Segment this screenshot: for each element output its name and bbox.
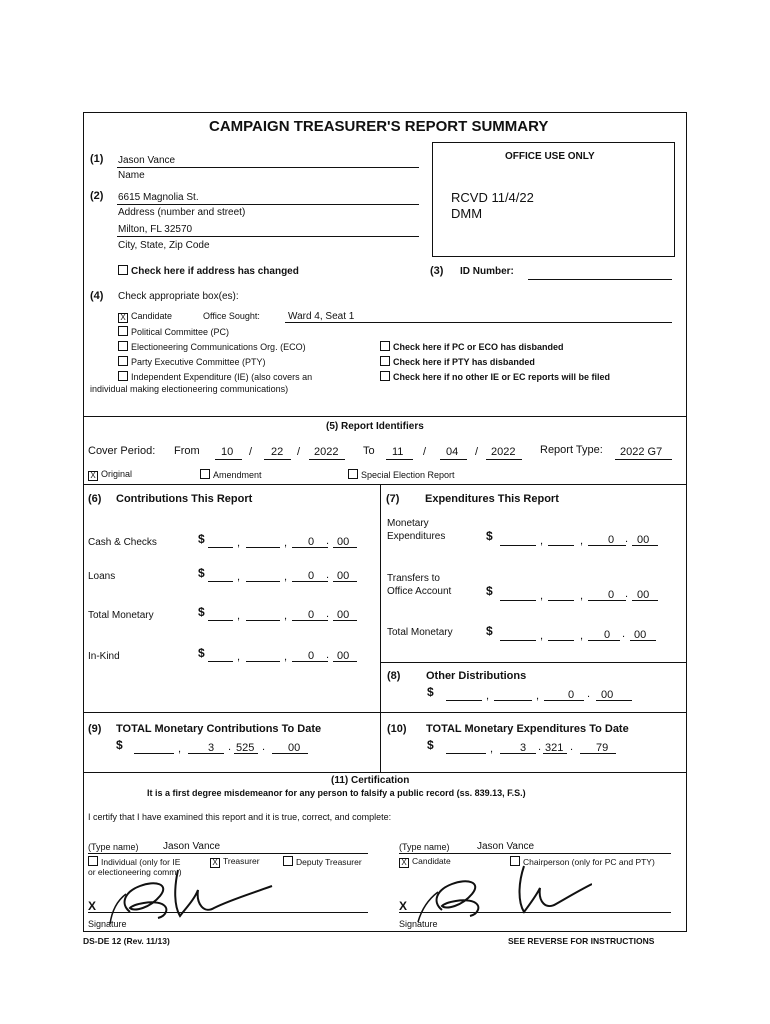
- exp-total-monetary-cents-underline: [630, 640, 656, 641]
- section9-header: TOTAL Monetary Contributions To Date: [116, 723, 322, 735]
- right-signature-label: Signature: [399, 919, 438, 929]
- section8-number: (8): [387, 670, 401, 682]
- loans-comma: ,: [237, 571, 241, 583]
- from-year-underline: [309, 459, 345, 460]
- left-type-name-underline: [88, 853, 368, 854]
- contrib-to-date-cents-underline: [272, 753, 308, 754]
- section4-label: Check appropriate box(es):: [118, 291, 239, 302]
- left-individual-label: Individual (only for IE: [101, 857, 181, 867]
- inkind-label: In-Kind: [88, 651, 120, 662]
- total-monetary-comma: ,: [237, 610, 241, 622]
- cash-value[interactable]: 0: [308, 536, 315, 548]
- exp-to-date-thousands[interactable]: 3: [520, 742, 527, 754]
- cash-dollar: $: [198, 532, 205, 546]
- loans-field-3: [292, 581, 328, 582]
- pc-row: [118, 326, 229, 337]
- column-divider: [380, 484, 381, 772]
- to-slash-2: /: [475, 446, 479, 458]
- other-distributions-comma: ,: [486, 690, 490, 702]
- monetary-expenditures-dollar: $: [486, 529, 493, 543]
- to-year-underline: [486, 459, 522, 460]
- to-year[interactable]: 2022: [491, 446, 516, 458]
- no-other-reports-label: Check here if no other IE or EC reports will be filed: [393, 372, 611, 382]
- other-distributions-dot: .: [587, 688, 591, 700]
- inkind-cents-underline: [333, 661, 357, 662]
- transfers-cents[interactable]: 00: [637, 589, 650, 601]
- to-label: To: [363, 445, 375, 457]
- section11-divider: [83, 772, 687, 773]
- left-signature-label: Signature: [88, 919, 127, 929]
- special-election-label: Special Election Report: [361, 470, 455, 480]
- section6-header: Contributions This Report: [116, 493, 253, 505]
- left-deputy-label: Deputy Treasurer: [296, 857, 362, 867]
- cash-cents[interactable]: 00: [337, 536, 350, 548]
- contrib-to-date-comma: ,: [178, 743, 182, 755]
- inkind-field-2[interactable]: [246, 661, 280, 662]
- inkind-dollar: $: [198, 646, 205, 660]
- monetary-expenditures-dot: .: [625, 533, 629, 545]
- loans-dollar: $: [198, 566, 205, 580]
- monetary-expenditures-field-1[interactable]: [500, 545, 536, 546]
- total-monetary-dollar: $: [198, 605, 205, 619]
- left-individual-label-continued: or electioneering comm.): [88, 867, 182, 877]
- inkind-field-3: [292, 661, 328, 662]
- exp-to-date-value[interactable]: 321: [545, 742, 564, 754]
- cash-field-1[interactable]: [208, 547, 233, 548]
- name-label: Name: [118, 170, 145, 181]
- section5-divider: [83, 416, 687, 417]
- left-individual-checkbox[interactable]: [88, 856, 98, 866]
- special-election-checkbox[interactable]: [348, 469, 358, 479]
- monetary-expenditures-field-3: [588, 545, 626, 546]
- monetary-expenditures-label-1: Monetary: [387, 518, 429, 529]
- from-label: From: [174, 445, 200, 457]
- other-distributions-field-1[interactable]: [446, 700, 482, 701]
- left-signature-drawing: [100, 860, 280, 930]
- city-label: City, State, Zip Code: [118, 240, 210, 251]
- section8-divider: [380, 662, 687, 663]
- section2-number: (2): [90, 190, 104, 202]
- exp-to-date-field-3: [543, 753, 567, 754]
- loans-cents-underline: [333, 581, 357, 582]
- address-changed-label: Check here if address has changed: [131, 266, 299, 277]
- ie-row: [118, 371, 312, 382]
- section4-number: (4): [90, 290, 104, 302]
- other-distributions-cents[interactable]: 00: [601, 689, 614, 701]
- office-use-received: RCVD 11/4/22: [451, 190, 534, 205]
- exp-total-monetary-field-3: [588, 640, 620, 641]
- exp-to-date-field-1[interactable]: [446, 753, 486, 754]
- eco-checkbox[interactable]: [118, 341, 128, 351]
- to-month-underline: [386, 459, 413, 460]
- transfers-label-1: Transfers to: [387, 573, 440, 584]
- amendment-label: Amendment: [213, 470, 262, 480]
- left-deputy-checkbox[interactable]: [283, 856, 293, 866]
- contrib-to-date-dot: .: [228, 741, 232, 753]
- to-slash-1: /: [423, 446, 427, 458]
- office-sought-value[interactable]: Ward 4, Seat 1: [288, 311, 355, 322]
- section1-number: (1): [90, 153, 104, 165]
- section7-number: (7): [386, 493, 400, 505]
- certification-warning: It is a first degree misdemeanor for any person to falsify a public record (ss. 839.13, F.S.): [147, 788, 526, 798]
- total-monetary-value[interactable]: 0: [308, 609, 315, 621]
- ie-label-continued: individual making electioneering communications): [90, 384, 289, 394]
- left-type-name-value[interactable]: Jason Vance: [163, 841, 221, 852]
- address-underline: [117, 204, 419, 205]
- disbanded-pty-row: [380, 356, 535, 367]
- total-monetary-field-3: [292, 620, 328, 621]
- right-signature-drawing: [412, 858, 592, 928]
- section6-number: (6): [88, 493, 102, 505]
- loans-label: Loans: [88, 571, 116, 582]
- cash-field-3: [292, 547, 328, 548]
- other-distributions-cents-underline: [596, 700, 632, 701]
- exp-total-monetary-label: Total Monetary: [387, 627, 453, 638]
- original-row: [88, 469, 132, 481]
- ie-checkbox[interactable]: [118, 371, 128, 381]
- section10-number: (10): [387, 723, 407, 735]
- amendment-row: [200, 469, 262, 480]
- pty-checkbox[interactable]: [118, 356, 128, 366]
- pc-checkbox[interactable]: [118, 326, 128, 336]
- right-candidate-label: Candidate: [412, 856, 451, 866]
- monetary-expenditures-cents[interactable]: 00: [637, 534, 650, 546]
- to-day-underline: [440, 459, 467, 460]
- name-underline: [117, 167, 419, 168]
- certification-header: (11) Certification: [331, 775, 410, 786]
- total-monetary-dot: .: [326, 608, 330, 620]
- section10-header: TOTAL Monetary Expenditures To Date: [426, 723, 629, 735]
- cover-period-label: Cover Period:: [88, 445, 156, 457]
- total-monetary-field-1[interactable]: [208, 620, 233, 621]
- from-month[interactable]: 10: [221, 446, 234, 458]
- transfers-field-2[interactable]: [548, 600, 574, 601]
- pc-label: Political Committee (PC): [131, 327, 230, 337]
- id-number-field[interactable]: [528, 279, 672, 280]
- other-distributions-dollar: $: [427, 685, 434, 699]
- pty-row: [118, 356, 266, 367]
- cash-comma: ,: [237, 537, 241, 549]
- name-value[interactable]: Jason Vance: [118, 155, 176, 166]
- contrib-to-date-field-2: [188, 753, 224, 754]
- disbanded-pc-checkbox[interactable]: [380, 341, 390, 351]
- transfers-field-1[interactable]: [500, 600, 536, 601]
- other-distributions-value[interactable]: 0: [568, 689, 575, 701]
- section6-divider: [83, 484, 687, 485]
- monetary-expenditures-value[interactable]: 0: [608, 534, 615, 546]
- loans-comma-2: ,: [284, 571, 288, 583]
- from-day[interactable]: 22: [271, 446, 284, 458]
- inkind-dot: .: [326, 649, 330, 661]
- right-chairperson-label: Chairperson (only for PC and PTY): [523, 857, 655, 867]
- contrib-to-date-dollar: $: [116, 738, 123, 752]
- address-changed-row: [118, 265, 299, 277]
- from-year[interactable]: 2022: [314, 446, 339, 458]
- candidate-checkbox[interactable]: X: [118, 313, 128, 323]
- contrib-to-date-thousands[interactable]: 3: [208, 742, 215, 754]
- candidate-label: Candidate: [131, 311, 173, 321]
- monetary-expenditures-field-2[interactable]: [548, 545, 574, 546]
- city-value[interactable]: Milton, FL 32570: [118, 224, 193, 235]
- report-type-underline: [615, 459, 672, 460]
- cash-label: Cash & Checks: [88, 537, 157, 548]
- from-slash-2: /: [297, 446, 301, 458]
- loans-field-2[interactable]: [246, 581, 280, 582]
- from-day-underline: [264, 459, 291, 460]
- inkind-comma: ,: [237, 651, 241, 663]
- monetary-expenditures-comma: ,: [540, 535, 544, 547]
- inkind-value[interactable]: 0: [308, 650, 315, 662]
- left-signature-x: X: [88, 899, 97, 913]
- monetary-expenditures-comma-2: ,: [580, 535, 584, 547]
- cash-dot: .: [326, 535, 330, 547]
- form-id: DS-DE 12 (Rev. 11/13): [83, 936, 170, 946]
- inkind-cents[interactable]: 00: [337, 650, 350, 662]
- transfers-comma-2: ,: [580, 590, 584, 602]
- certification-statement: I certify that I have examined this report and it is true, correct, and complete:: [88, 812, 392, 822]
- exp-to-date-dollar: $: [427, 738, 434, 752]
- no-other-reports-checkbox[interactable]: [380, 371, 390, 381]
- other-distributions-comma-2: ,: [536, 690, 540, 702]
- right-type-name-label: (Type name): [399, 842, 450, 852]
- contrib-to-date-value[interactable]: 525: [236, 742, 255, 754]
- form-title: CAMPAIGN TREASURER'S REPORT SUMMARY: [209, 118, 549, 135]
- disbanded-pty-label: Check here if PTY has disbanded: [393, 357, 535, 367]
- transfers-dot: .: [625, 588, 629, 600]
- other-distributions-field-2[interactable]: [494, 700, 532, 701]
- total-monetary-comma-2: ,: [284, 610, 288, 622]
- monetary-expenditures-label-2: Expenditures: [387, 531, 446, 542]
- section7-header: Expenditures This Report: [425, 493, 559, 505]
- exp-total-monetary-dot: .: [622, 628, 626, 640]
- left-treasurer-label: Treasurer: [223, 856, 260, 866]
- transfers-cents-underline: [632, 600, 658, 601]
- exp-to-date-cents-underline: [580, 753, 616, 754]
- office-sought-underline: [285, 322, 672, 323]
- exp-to-date-dot-2: .: [570, 741, 574, 753]
- eco-label: Electioneering Communications Org. (ECO): [131, 342, 306, 352]
- monetary-expenditures-cents-underline: [632, 545, 658, 546]
- right-candidate-checkbox[interactable]: X: [399, 858, 409, 868]
- exp-total-monetary-field-2[interactable]: [548, 640, 574, 641]
- special-election-row: [348, 469, 455, 480]
- see-reverse-instructions: SEE REVERSE FOR INSTRUCTIONS: [508, 936, 655, 946]
- inkind-field-1[interactable]: [208, 661, 233, 662]
- section9-number: (9): [88, 723, 102, 735]
- loans-field-1[interactable]: [208, 581, 233, 582]
- contrib-to-date-field-3: [234, 753, 258, 754]
- exp-to-date-field-2: [500, 753, 536, 754]
- address-changed-checkbox[interactable]: [118, 265, 128, 275]
- exp-total-monetary-dollar: $: [486, 624, 493, 638]
- contrib-to-date-field-1[interactable]: [134, 753, 174, 754]
- office-use-initials: DMM: [451, 206, 483, 221]
- report-identifiers-header: (5) Report Identifiers: [326, 421, 424, 432]
- section3-number: (3): [430, 265, 444, 277]
- cash-cents-underline: [333, 547, 357, 548]
- contrib-to-date-dot-2: .: [262, 741, 266, 753]
- exp-total-monetary-comma: ,: [540, 630, 544, 642]
- total-monetary-cents-underline: [333, 620, 357, 621]
- loans-value[interactable]: 0: [308, 570, 315, 582]
- report-type-label: Report Type:: [540, 444, 603, 456]
- transfers-comma: ,: [540, 590, 544, 602]
- original-checkbox[interactable]: X: [88, 471, 98, 481]
- disbanded-pty-checkbox[interactable]: [380, 356, 390, 366]
- to-month[interactable]: 11: [392, 446, 404, 458]
- exp-to-date-comma: ,: [490, 743, 494, 755]
- contrib-to-date-cents[interactable]: 00: [288, 742, 301, 754]
- address-label: Address (number and street): [118, 207, 246, 218]
- exp-total-monetary-value[interactable]: 0: [604, 629, 611, 641]
- exp-total-monetary-comma-2: ,: [580, 630, 584, 642]
- city-underline: [117, 236, 419, 237]
- candidate-row: [118, 311, 172, 323]
- section9-divider: [83, 712, 687, 713]
- section8-header: Other Distributions: [426, 670, 527, 682]
- exp-to-date-cents[interactable]: 79: [596, 742, 609, 754]
- from-month-underline: [215, 459, 242, 460]
- exp-total-monetary-cents[interactable]: 00: [634, 629, 647, 641]
- address-value[interactable]: 6615 Magnolia St.: [118, 192, 199, 203]
- to-day[interactable]: 04: [446, 446, 459, 458]
- ie-label: Independent Expenditure (IE) (also covers an: [131, 372, 313, 382]
- original-label: Original: [101, 469, 133, 479]
- left-treasurer-checkbox[interactable]: X: [210, 858, 220, 868]
- cash-comma-2: ,: [284, 537, 288, 549]
- eco-row: [118, 341, 306, 352]
- exp-to-date-dot: .: [538, 741, 542, 753]
- right-type-name-value[interactable]: Jason Vance: [477, 841, 535, 852]
- transfers-field-3: [588, 600, 626, 601]
- loans-dot: .: [326, 569, 330, 581]
- right-type-name-underline: [399, 853, 671, 854]
- right-signature-x: X: [399, 899, 408, 913]
- total-monetary-label: Total Monetary: [88, 610, 154, 621]
- inkind-comma-2: ,: [284, 651, 288, 663]
- cash-field-2[interactable]: [246, 547, 280, 548]
- exp-total-monetary-field-1[interactable]: [500, 640, 536, 641]
- transfers-label-2: Office Account: [387, 586, 452, 597]
- total-monetary-field-2[interactable]: [246, 620, 280, 621]
- transfers-dollar: $: [486, 584, 493, 598]
- transfers-value[interactable]: 0: [608, 589, 615, 601]
- office-sought-label: Office Sought:: [203, 311, 260, 321]
- pty-label: Party Executive Committee (PTY): [131, 357, 266, 367]
- left-deputy-row: [283, 856, 362, 867]
- report-type-value[interactable]: 2022 G7: [620, 446, 663, 458]
- left-type-name-label: (Type name): [88, 842, 139, 852]
- office-use-label: OFFICE USE ONLY: [505, 151, 595, 162]
- id-number-label: ID Number:: [460, 266, 514, 277]
- other-distributions-field-3: [544, 700, 584, 701]
- loans-cents[interactable]: 00: [337, 570, 350, 582]
- total-monetary-cents[interactable]: 00: [337, 609, 350, 621]
- disbanded-pc-label: Check here if PC or ECO has disbanded: [393, 342, 564, 352]
- disbanded-pc-row: [380, 341, 564, 352]
- amendment-checkbox[interactable]: [200, 469, 210, 479]
- from-slash-1: /: [249, 446, 253, 458]
- no-other-reports-row: [380, 371, 610, 382]
